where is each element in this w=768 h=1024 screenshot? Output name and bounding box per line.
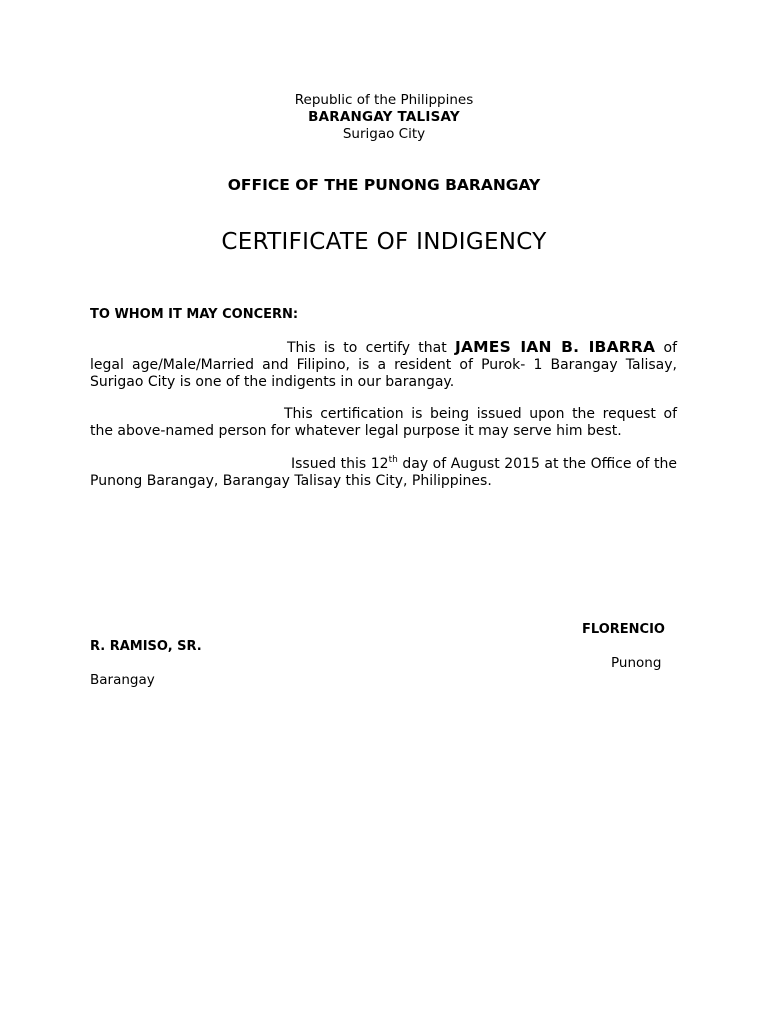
signatory-first-name: FLORENCIO [582,622,665,637]
purpose-paragraph: This certification is being issued upon the request of the above-named person for whatever legal purpose it may serve him best. [90,406,677,439]
issued-prefix: Issued this 12 [291,456,389,472]
office-heading: OFFICE OF THE PUNONG BARANGAY [227,176,541,194]
signatory-last-name: R. RAMISO, SR. [90,639,202,654]
paragraph-1-rest: of legal age/Male/Married and Filipino, is a resident of Purok- 1 Barangay Talisay, Surigao City is one of the indigents in our barangay. [90,340,678,390]
ordinal-suffix: th [388,455,398,465]
issued-rest: day of August 2015 at the Office of the Punong Barangay, Barangay Talisay this City, Philippines. [90,456,678,489]
signatory-title-line-2: Barangay [90,672,155,688]
certificate-title: CERTIFICATE OF INDIGENCY [221,229,547,255]
city-heading: Surigao City [342,126,426,142]
resident-name: JAMES IAN B. IBARRA [455,338,656,356]
barangay-heading: BARANGAY TALISAY [308,109,460,125]
certification-paragraph [90,339,677,391]
salutation: TO WHOM IT MAY CONCERN: [90,307,299,322]
signatory-title-line-1: Punong [611,655,662,671]
republic-heading: Republic of the Philippines [294,92,474,108]
paragraph-1-prefix: This is to certify that [287,340,447,356]
issued-paragraph [90,456,677,490]
